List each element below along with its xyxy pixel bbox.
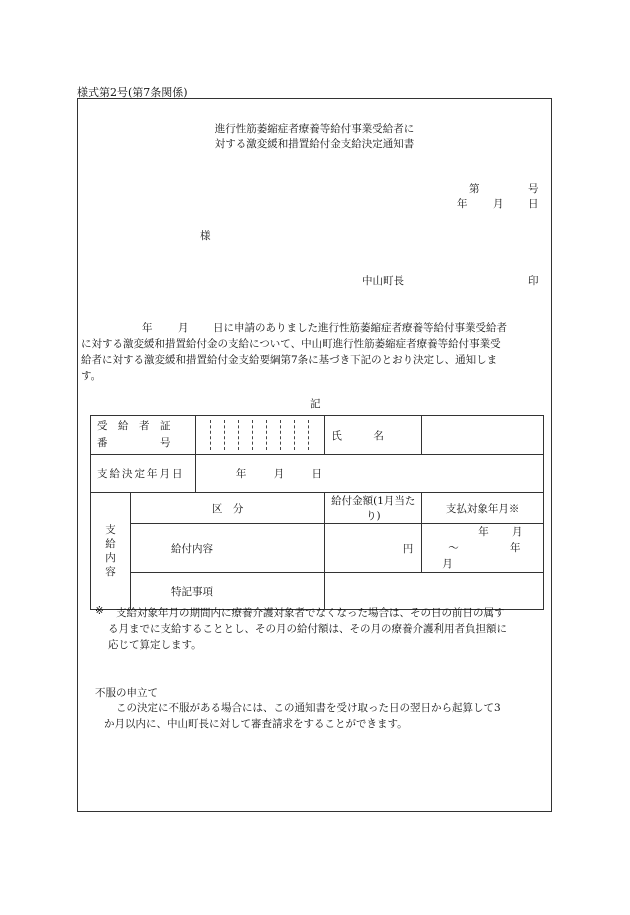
row-special-value: [325, 573, 544, 610]
ki-heading: 記: [310, 398, 321, 410]
decision-date-label: 支給決定年月日: [91, 455, 196, 493]
date-year: 年: [457, 198, 468, 210]
decision-month: 月: [273, 468, 285, 480]
name-label-cell: 氏 名: [325, 416, 422, 455]
side-label-text: 支給内容: [105, 524, 116, 578]
period-month-2: 月: [442, 558, 453, 570]
recipient-number-label-cell: [91, 416, 196, 455]
body-line-4: す。: [81, 370, 102, 382]
recipient-number-label-1: 受 給 者 証: [97, 420, 171, 432]
side-label: [91, 493, 131, 610]
form-number: 様式第2号(第7条関係): [77, 86, 188, 99]
date-month: 月: [493, 198, 504, 210]
body-line-3: 給者に対する激変緩和措置給付金支給要綱第7条に基づき下記のとおり決定し、通知しま: [81, 354, 498, 366]
sender-seal: 印: [528, 275, 539, 287]
period-tilde: 〜: [448, 542, 459, 554]
row-benefit-label: 給付内容: [130, 524, 324, 573]
title-line-1: 進行性筋萎縮症者療養等給付事業受給者に: [214, 123, 415, 135]
decision-day: 日: [311, 468, 323, 480]
title-line-2: 対する激変緩和措置給付金支給決定通知書: [214, 138, 415, 150]
addressee-sama: 様: [200, 230, 211, 242]
benefit-table: [90, 415, 544, 610]
note-line-3: 応じて算定します。: [108, 639, 202, 651]
body-date-year: 年: [142, 322, 153, 334]
decision-date-value: [195, 455, 543, 493]
period-year-2: 年: [510, 542, 521, 554]
note-line-2: る月までに支給することとし、その月の給付額は、その月の療養介護利用者負担額に: [108, 623, 507, 635]
appeal-line-1: この決定に不服がある場合には、この通知書を受け取った日の翌日から起算して3: [116, 702, 501, 714]
date-day: 日: [528, 198, 539, 210]
period-year: 年: [478, 526, 489, 538]
decision-year: 年: [235, 468, 247, 480]
row-benefit-period: [422, 524, 544, 573]
appeal-line-2: か月以内に、中山町長に対して審査請求をすることができます。: [104, 718, 408, 730]
row-special-label: 特記事項: [130, 573, 324, 610]
doc-number-dai: 第: [469, 183, 480, 195]
name-value-cell: [422, 416, 544, 455]
col-period-header: 支払対象年月※: [422, 493, 544, 524]
col-amount-header: 給付金額(1月当たり): [325, 493, 422, 524]
body-line-2: に対する激変緩和措置給付金の支給について、中山町進行性筋萎縮症者療養等給付事業受: [81, 338, 501, 350]
recipient-number-label-2: 番 号: [97, 437, 171, 449]
sender-name: 中山町長: [362, 275, 404, 287]
body-line-1: 日に申請のありました進行性筋萎縮症者療養等給付事業受給者: [213, 322, 507, 334]
period-month: 月: [512, 526, 523, 538]
doc-number-go: 号: [528, 183, 539, 195]
col-category-header: 区 分: [130, 493, 324, 524]
row-benefit-amount: [325, 524, 422, 573]
note-mark: ※: [95, 605, 104, 617]
body-date-month: 月: [178, 322, 189, 334]
note-line-1: 支給対象年月の期間内に療養介護対象者でなくなった場合は、その日の前日の属す: [116, 607, 505, 619]
yen-unit: 円: [402, 542, 414, 555]
recipient-number-boxes: [195, 416, 325, 455]
appeal-heading: 不服の申立て: [95, 687, 158, 699]
